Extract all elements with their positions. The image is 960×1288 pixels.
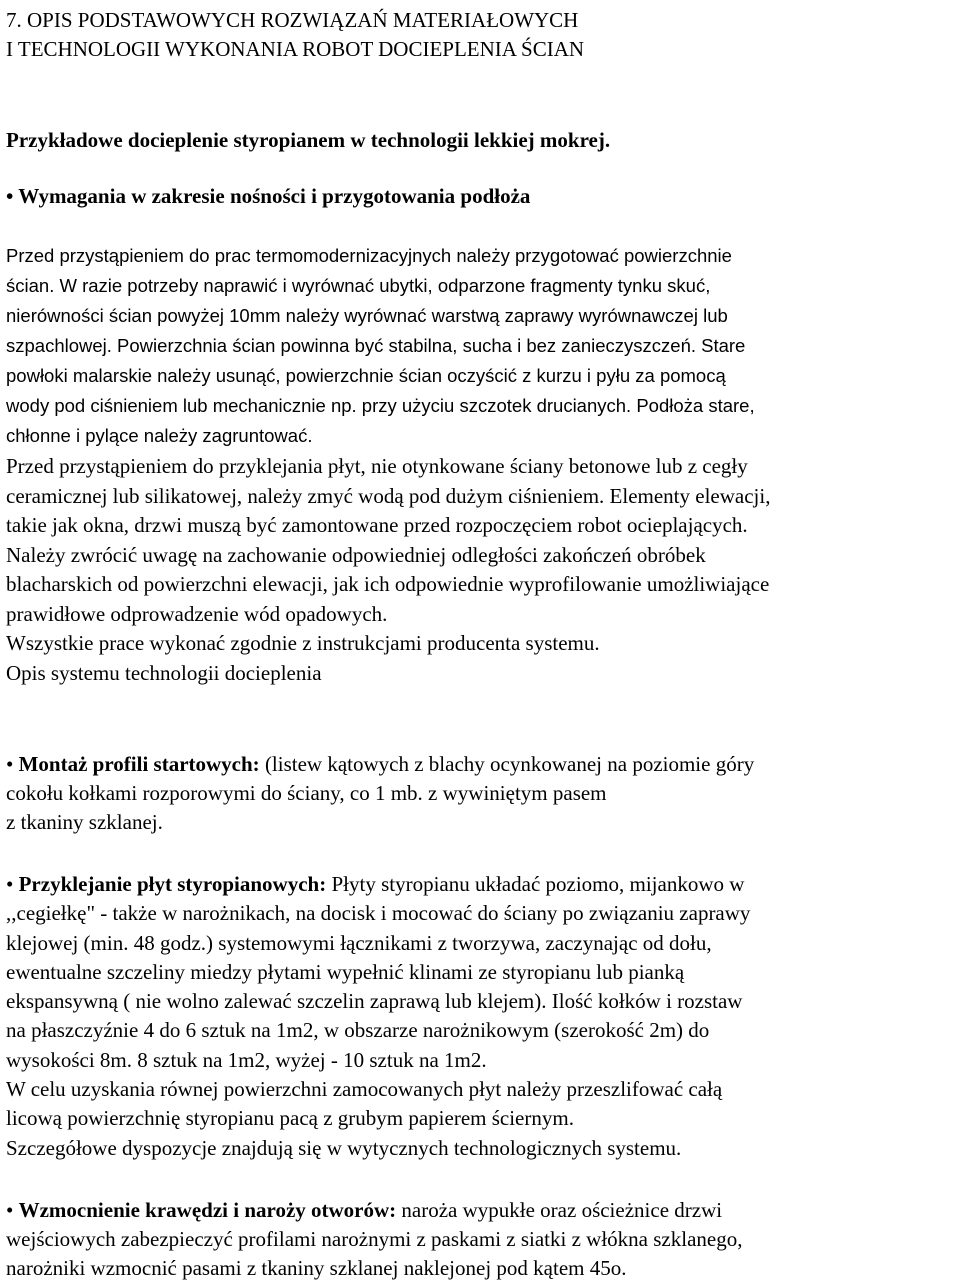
paragraph-line: klejowej (min. 48 godz.) systemowymi łącznikami z tworzywa, zaczynając od dołu, bbox=[6, 930, 712, 955]
heading-line-2: I TECHNOLOGII WYKONANIA ROBOT DOCIEPLENIA ŚCIAN bbox=[6, 37, 585, 61]
paragraph-line: Przed przystąpieniem do prac termomodernizacyjnych należy przygotować powierzchnie bbox=[6, 245, 732, 266]
paragraph-line: W celu uzyskania równej powierzchni zamocowanych płyt należy przeszlifować całą bbox=[6, 1077, 723, 1102]
section-2-title: Montaż profili startowych: bbox=[18, 752, 260, 776]
paragraph-line: wysokości 8m. 8 sztuk na 1m2, wyżej - 10 sztuk na 1m2. bbox=[6, 1047, 487, 1072]
document-subtitle: Przykładowe docieplenie styropianem w technologii lekkiej mokrej. bbox=[6, 128, 611, 152]
paragraph-line: Przed przystąpieniem do przyklejania płyt, nie otynkowane ściany betonowe lub z cegły bbox=[6, 454, 748, 478]
paragraph-line: ,,cegiełkę" - także w narożnikach, na docisk i mocować do ściany po związaniu zaprawy bbox=[6, 901, 751, 926]
section-3-paragraph bbox=[6, 870, 954, 1163]
paragraph-line: narożniki wzmocnić pasami z tkaniny szklanej naklejonej pod kątem 45o. bbox=[6, 1256, 627, 1280]
paragraph-text: naroża wypukłe oraz ościeżnice drzwi bbox=[396, 1198, 723, 1222]
paragraph-line: Szczegółowe dyspozycje znajdują się w wytycznych technologicznych systemu. bbox=[6, 1135, 682, 1160]
paragraph-line: cokołu kołkami rozporowymi do ściany, co 1 mb. z wywiniętym pasem bbox=[6, 781, 607, 805]
section-1-title: • Wymagania w zakresie nośności i przygotowania podłoża bbox=[6, 184, 531, 208]
paragraph-line: chłonne i pylące należy zagruntować. bbox=[6, 425, 313, 446]
paragraph-line: na płaszczyźnie 4 do 6 sztuk na 1m2, w obszarze narożnikowym (szerokość 2m) do bbox=[6, 1018, 710, 1043]
paragraph-line: wody pod ciśnieniem lub mechanicznie np. przy użyciu szczotek drucianych. Podłoża stare, bbox=[6, 395, 755, 416]
paragraph-line: szpachlowej. Powierzchnia ścian powinna być stabilna, sucha i bez zanieczyszczeń. Stare bbox=[6, 335, 746, 356]
heading-line-1: 7. OPIS PODSTAWOWYCH ROZWIĄZAŃ MATERIAŁOWYCH bbox=[6, 8, 579, 32]
paragraph-line: Opis systemu technologii docieplenia bbox=[6, 660, 322, 685]
section-3-title: Przyklejanie płyt styropianowych: bbox=[18, 872, 327, 896]
paragraph-text: Płyty styropianu układać poziomo, mijankowo w bbox=[326, 872, 745, 896]
paragraph-line: ekspansywną ( nie wolno zalewać szczelin zaprawą lub klejem). Ilość kołków i rozstaw bbox=[6, 989, 743, 1014]
paragraph-line: licową powierzchnię styropianu pacą z grubym papierem ściernym. bbox=[6, 1106, 574, 1131]
paragraph-line bbox=[6, 870, 954, 899]
paragraph-line: Wszystkie prace wykonać zgodnie z instrukcjami producenta systemu. bbox=[6, 631, 600, 655]
paragraph-line: ścian. W razie potrzeby naprawić i wyrównać ubytki, odparzone fragmenty tynku skuć, bbox=[6, 275, 711, 296]
paragraph-text: (listew kątowych z blachy ocynkowanej na poziomie góry bbox=[259, 752, 755, 776]
section-1-serif-paragraph bbox=[6, 452, 954, 688]
paragraph-line: wejściowych zabezpieczyć profilami narożnymi z paskami z siatki z włókna szklanego, bbox=[6, 1227, 743, 1251]
paragraph-line: prawidłowe odprowadzenie wód opadowych. bbox=[6, 601, 388, 626]
paragraph-line: z tkaniny szklanej. bbox=[6, 810, 163, 834]
paragraph-line: powłoki malarskie należy usunąć, powierzchnie ścian oczyścić z kurzu i pyłu za pomocą bbox=[6, 365, 726, 386]
section-2-paragraph bbox=[6, 750, 954, 837]
paragraph-line: ceramicznej lub silikatowej, należy zmyć wodą pod dużym ciśnieniem. Elementy elewacji, bbox=[6, 483, 771, 508]
bullet: • bbox=[6, 1198, 19, 1222]
paragraph-line: takie jak okna, drzwi muszą być zamontowane przed rozpoczęciem robot ocieplających. bbox=[6, 513, 748, 537]
paragraph-line: Należy zwrócić uwagę na zachowanie odpowiedniej odległości zakończeń obróbek bbox=[6, 542, 706, 567]
paragraph-line bbox=[6, 750, 954, 779]
section-4-paragraph bbox=[6, 1196, 954, 1283]
document-heading bbox=[6, 6, 954, 64]
paragraph-line: blacharskich od powierzchni elewacji, jak ich odpowiednie wyprofilowanie umożliwiające bbox=[6, 572, 770, 596]
paragraph-line: ewentualne szczeliny miedzy płytami wypełnić klinami ze styropianu lub pianką bbox=[6, 959, 685, 984]
section-4-title: Wzmocnienie krawędzi i naroży otworów: bbox=[18, 1198, 397, 1222]
bullet: • bbox=[6, 872, 19, 896]
bullet: • bbox=[6, 752, 19, 776]
paragraph-line bbox=[6, 1196, 954, 1225]
section-1-paragraph bbox=[6, 241, 954, 451]
paragraph-line: nierówności ścian powyżej 10mm należy wyrównać warstwą zaprawy wyrównawczej lub bbox=[6, 305, 728, 326]
